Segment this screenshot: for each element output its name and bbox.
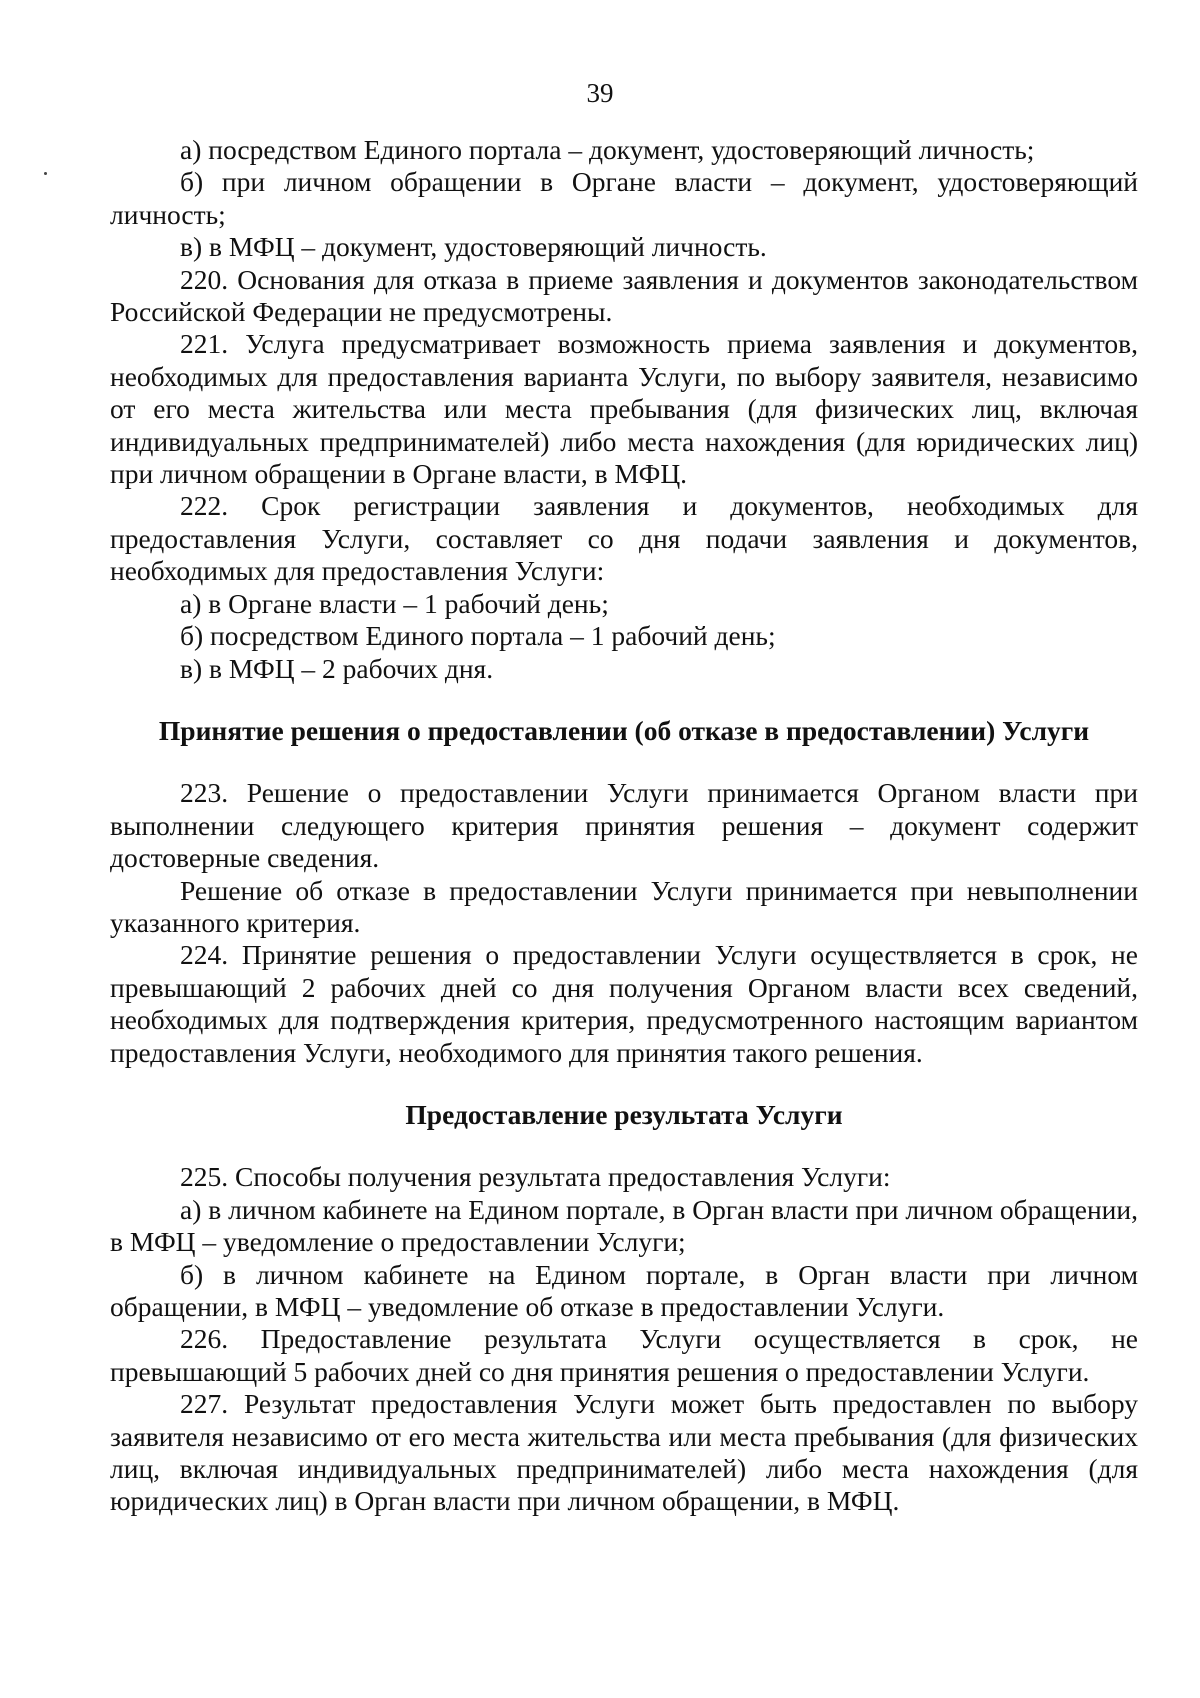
paragraph-223-refusal: Решение об отказе в предоставлении Услуги принимается при невыполнении указанного критерия. bbox=[110, 874, 1138, 938]
section-heading-result: Предоставление результата Услуги bbox=[405, 1098, 843, 1130]
paragraph-222-item-b: б) посредством Единого портала – 1 рабочий день; bbox=[180, 620, 776, 652]
paragraph-227: 227. Результат предоставления Услуги может быть предоставлен по выбору заявителя независимо от его места жительства или места пребывания (для физических лиц, включая индивидуальных предпринимателей) либо места нахождения (для юридических лиц) в Орган власти при личном обращении, в МФЦ. bbox=[110, 1388, 1138, 1517]
paragraph-item-a-portal: а) посредством Единого портала – документ, удостоверяющий личность; bbox=[180, 134, 1035, 165]
paragraph-222: 222. Срок регистрации заявления и документов, необходимых для предоставления Услуги, составляет со дня подачи заявления и документов, необходимых для предоставления Услуги: bbox=[110, 490, 1138, 587]
paragraph-222-item-v: в) в МФЦ – 2 рабочих дня. bbox=[180, 652, 494, 684]
paragraph-224: 224. Принятие решения о предоставлении Услуги осуществляется в срок, не превышающий 2 рабочих дней со дня получения Органом власти всех сведений, необходимых для подтверждения критерия, предусмотренного настоящим вариантом предоставления Услуги, необходимого для принятия такого решения. bbox=[110, 939, 1138, 1068]
paragraph-222-item-a: а) в Органе власти – 1 рабочий день; bbox=[180, 587, 609, 619]
paragraph-226: 226. Предоставление результата Услуги осуществляется в срок, не превышающий 5 рабочих дней со дня принятия решения о предоставлении Услуги. bbox=[110, 1323, 1138, 1387]
paragraph-223: 223. Решение о предоставлении Услуги принимается Органом власти при выполнении следующего критерия принятия решения – документ содержит достоверные сведения. bbox=[110, 777, 1138, 874]
paragraph-221: 221. Услуга предусматривает возможность приема заявления и документов, необходимых для предоставления варианта Услуги, по выбору заявителя, независимо от его места жительства или места пребывания (для физических лиц, включая индивидуальных предпринимателей) либо места нахождения (для юридических лиц) при личном обращении в Органе власти, в МФЦ. bbox=[110, 328, 1138, 490]
document-body bbox=[110, 134, 1138, 1518]
paragraph-225-item-b: б) в личном кабинете на Едином портале, в Орган власти при личном обращении, в МФЦ – уведомление об отказе в предоставлении Услуги. bbox=[110, 1258, 1138, 1322]
paragraph-item-b-authority: б) при личном обращении в Органе власти – документ, удостоверяющий личность; bbox=[110, 166, 1138, 230]
page-number: 39 bbox=[586, 78, 614, 108]
paragraph-item-v-mfc: в) в МФЦ – документ, удостоверяющий личность. bbox=[180, 231, 767, 263]
paragraph-225-item-a: а) в личном кабинете на Едином портале, в Орган власти при личном обращении, в МФЦ – уведомление о предоставлении Услуги; bbox=[110, 1193, 1138, 1258]
paragraph-220: 220. Основания для отказа в приеме заявления и документов законодательством Российской Федерации не предусмотрены. bbox=[110, 263, 1138, 328]
scan-speck bbox=[44, 172, 47, 175]
paragraph-225: 225. Способы получения результата предоставления Услуги: bbox=[180, 1161, 891, 1193]
section-heading-decision: Принятие решения о предоставлении (об отказе в предоставлении) Услуги bbox=[158, 714, 1090, 746]
